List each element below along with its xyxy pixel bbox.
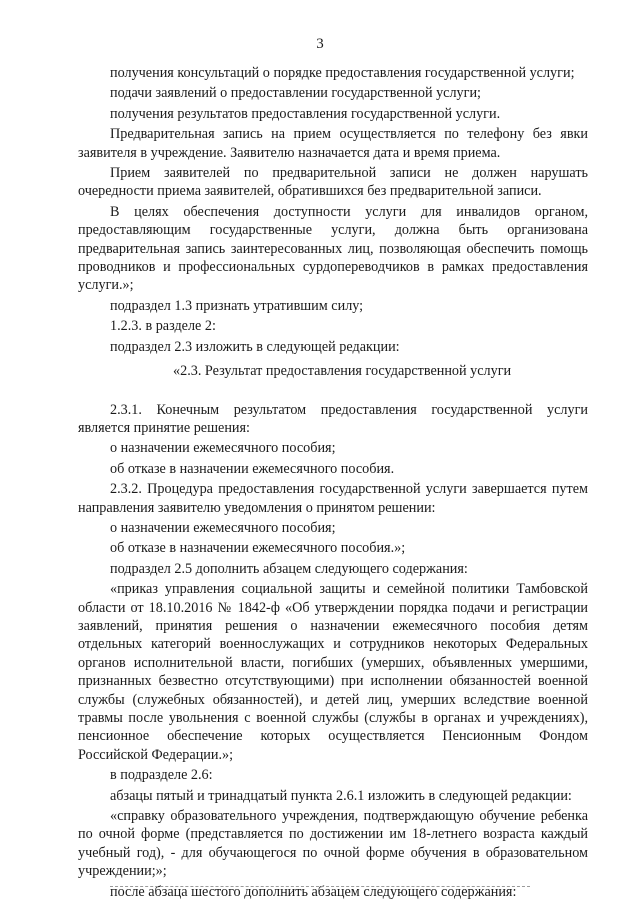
paragraph: В целях обеспечения доступности услуги для инвалидов органом, предоставляющим государственные услуги, должна быть организована предварительная запись заинтересованных лиц, позволяющая обеспечить помощь проводников и профессиональных сурдопереводчиков в рамках предоставления услуги.»;	[78, 203, 588, 294]
paragraph: «справку образовательного учреждения, подтверждающую обучение ребенка по очной форме (представляется по достижении им 18-летнего возраста каждый учебный год), - для обучающегося по очной форме обучения в образовательном учреждении;»;	[78, 808, 588, 880]
paragraph: об отказе в назначении ежемесячного пособия.»;	[110, 540, 406, 557]
paragraph: получения консультаций о порядке предоставления государственной услуги;	[110, 65, 575, 81]
footer-divider	[110, 886, 530, 887]
paragraph: о назначении ежемесячного пособия;	[110, 519, 336, 536]
paragraph: получения результатов предоставления государственной услуги.	[110, 105, 501, 122]
paragraph: Предварительная запись на прием осуществляется по телефону без явки заявителя в учреждение. Заявителю назначается дата и время приема.	[78, 126, 588, 161]
paragraph: 2.3.2. Процедура предоставления государственной услуги завершается путем направления заявителю уведомления о принятом решении:	[78, 481, 588, 516]
paragraph: Прием заявителей по предварительной записи не должен нарушать очередности приема заявителей, обратившихся без предварительной записи.	[78, 165, 588, 200]
paragraph: абзацы пятый и тринадцатый пункта 2.6.1 изложить в следующей редакции:	[110, 787, 572, 804]
document-body	[78, 64, 588, 903]
section-heading: «2.3. Результат предоставления государственной услуги	[173, 363, 512, 380]
paragraph: после абзаца шестого дополнить абзацем следующего содержания:	[110, 883, 517, 900]
paragraph: о назначении ежемесячного пособия;	[110, 440, 336, 457]
paragraph: подраздел 1.3 признать утратившим силу;	[110, 297, 364, 314]
paragraph: «приказ управления социальной защиты и семейной политики Тамбовской области от 18.10.2016 № 1842-ф «Об утверждении порядка подачи и регистрации заявлений, принятия решения о назначении ежемесячного пособия детям отдельных категорий военнослужащих и сотрудников некоторых Федеральных органов исполнительной власти, погибших (умерших, объявленных умершими, признанных безвестно отсутствующими) при исполнении обязанностей военной службы (служебных обязанностей), и детей лиц, умерших вследствие военной травмы после увольнения с военной службы (службы в органах и учреждениях), пенсионное обеспечение которых осуществляется Пенсионным Фондом Российской Федерации.»;	[78, 581, 588, 763]
page-number: 3	[316, 36, 324, 52]
paragraph: подачи заявлений о предоставлении государственной услуги;	[110, 85, 481, 102]
paragraph: подраздел 2.3 изложить в следующей редакции:	[110, 338, 400, 355]
paragraph: об отказе в назначении ежемесячного пособия.	[110, 460, 395, 477]
paragraph: в подразделе 2.6:	[110, 767, 213, 784]
paragraph: 2.3.1. Конечным результатом предоставления государственной услуги является принятие решения:	[78, 401, 588, 436]
paragraph: 1.2.3. в разделе 2:	[110, 318, 216, 335]
paragraph: подраздел 2.5 дополнить абзацем следующего содержания:	[110, 560, 468, 577]
